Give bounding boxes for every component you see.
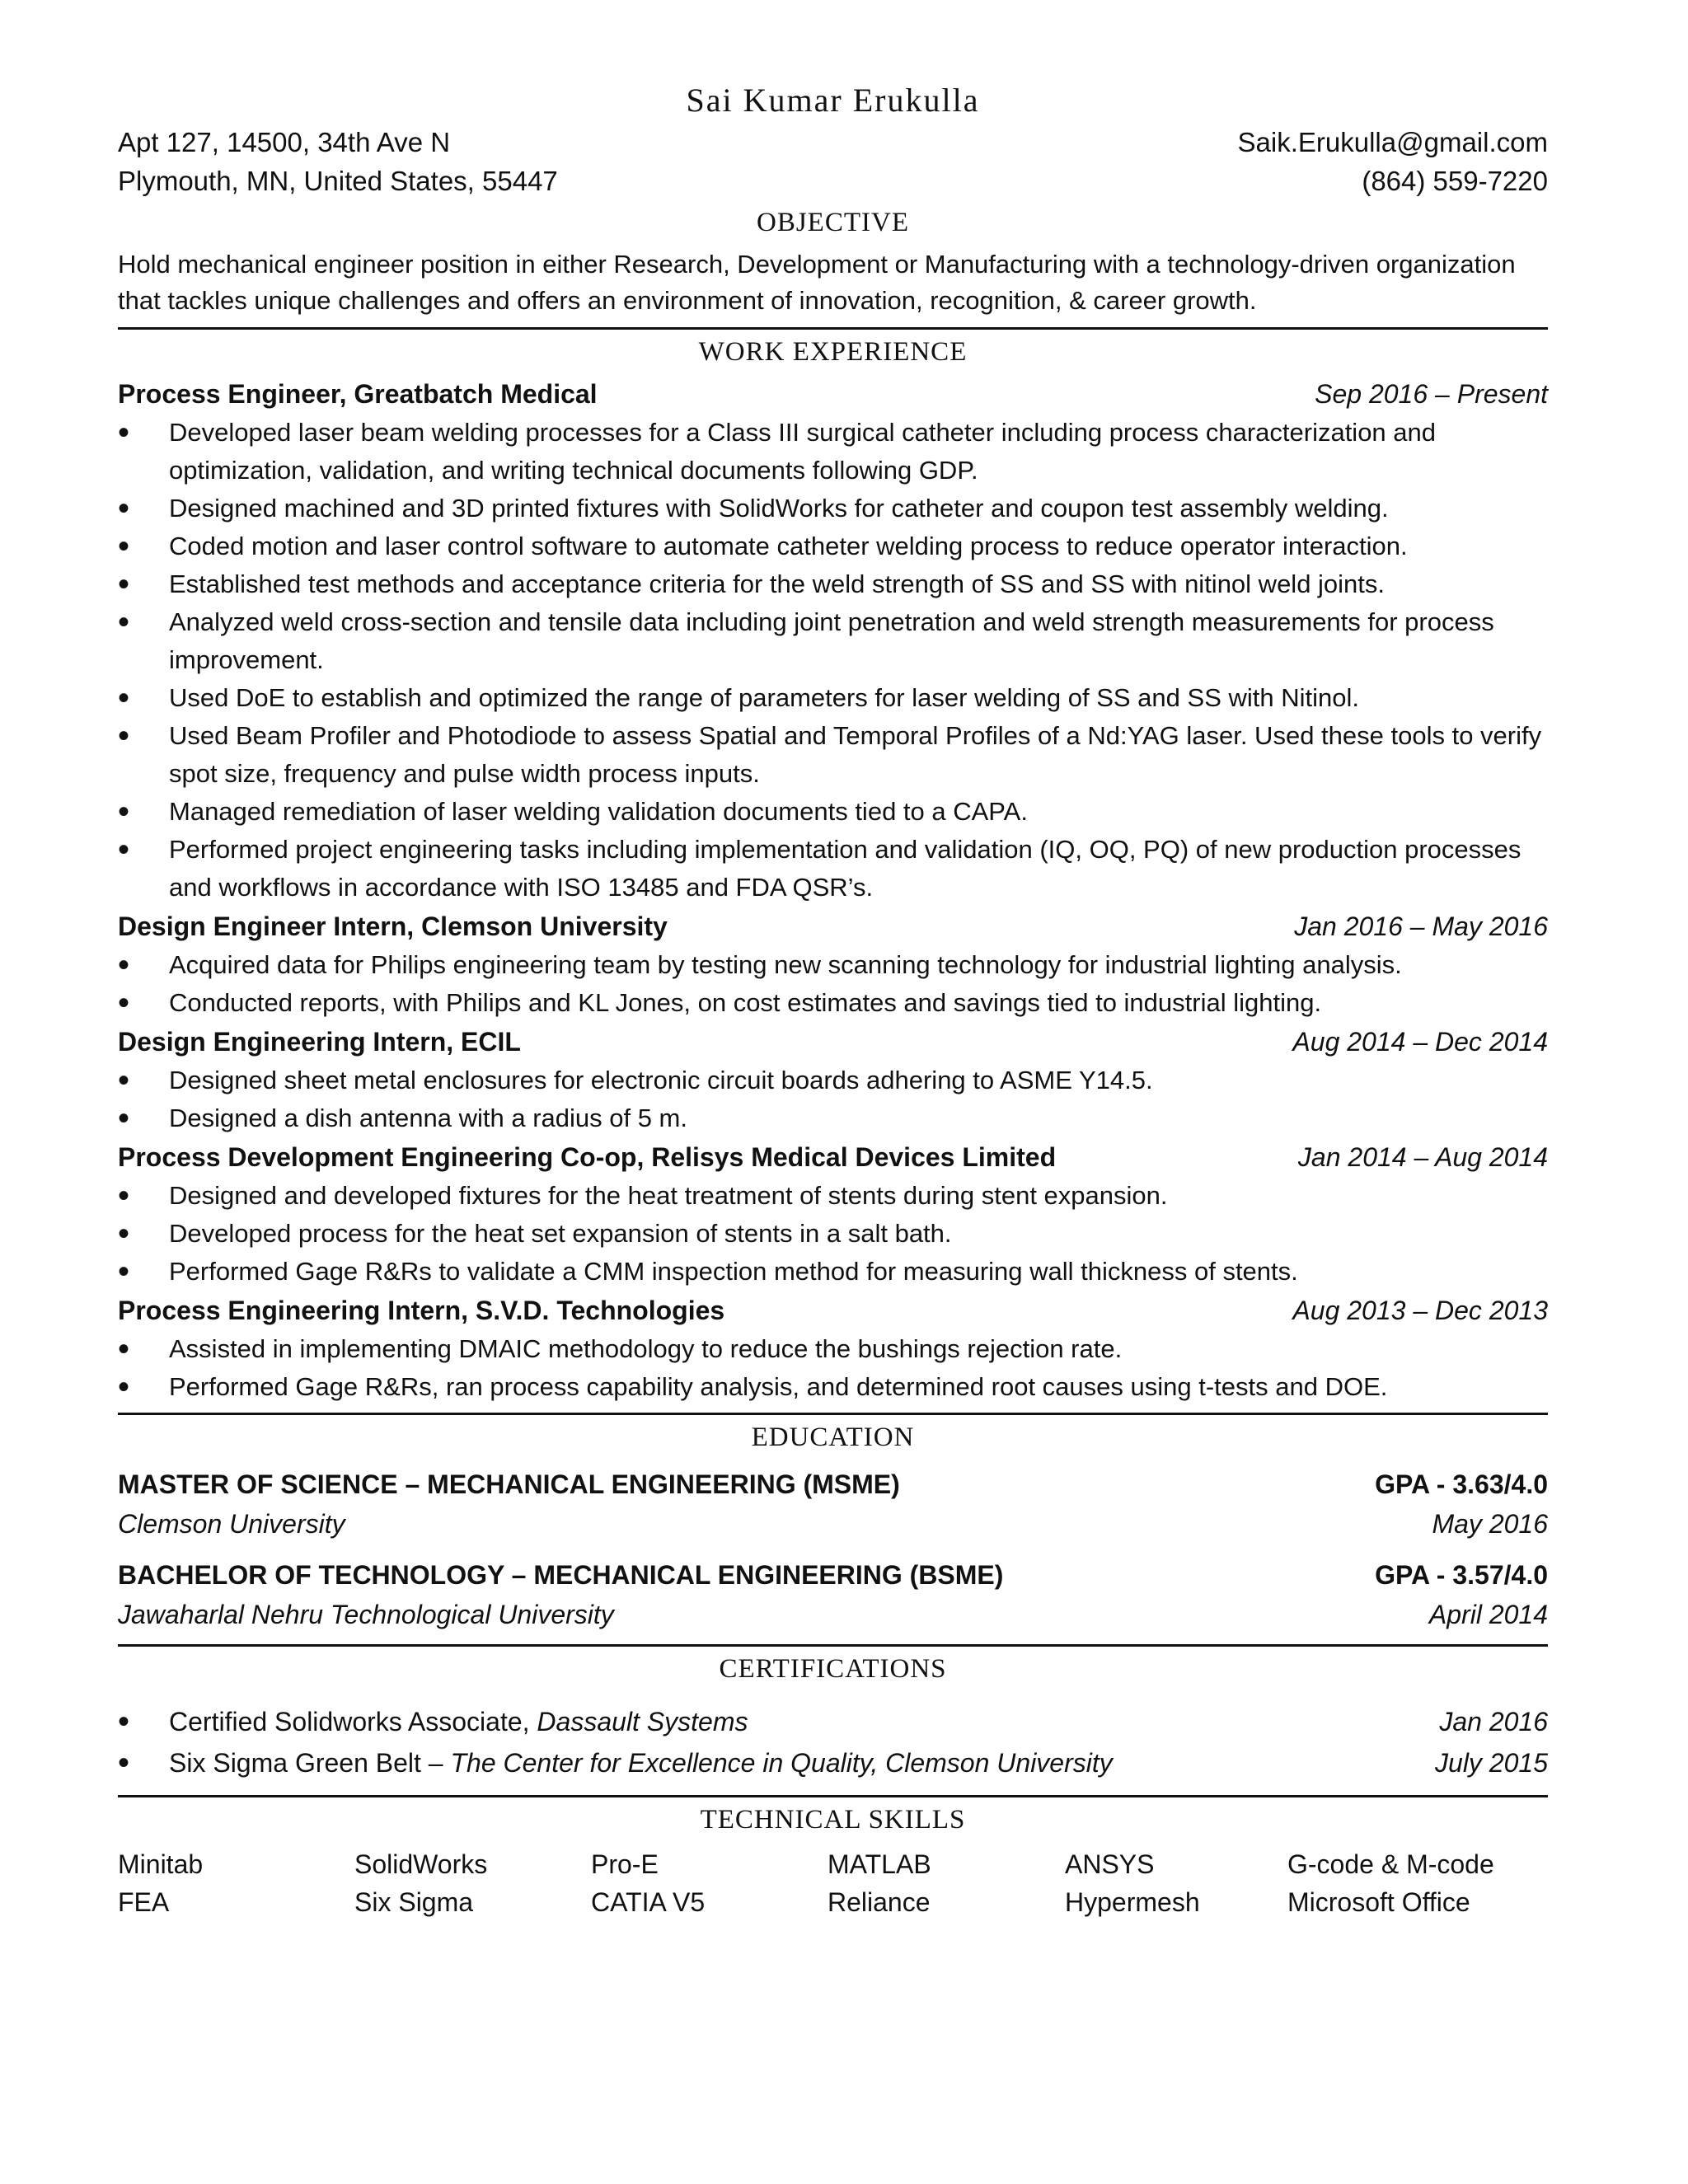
bullet-item: • Used DoE to establish and optimized the range of parameters for laser welding of SS and SS with Nitinol. bbox=[118, 679, 1548, 717]
job-bullets bbox=[118, 946, 1548, 1022]
cert-date: July 2015 bbox=[1435, 1748, 1548, 1778]
bullet-item: • Managed remediation of laser welding validation documents tied to a CAPA. bbox=[118, 793, 1548, 831]
skill-item: ANSYS bbox=[1065, 1849, 1155, 1879]
job-bullets bbox=[118, 1177, 1548, 1291]
degree-title: BACHELOR OF TECHNOLOGY – MECHANICAL ENGINEERING (BSME) bbox=[118, 1560, 1004, 1590]
bullet-item: • Developed laser beam welding processes for a Class III surgical catheter including process characterization and optimization, validation, and writing technical documents following GDP. bbox=[118, 414, 1548, 490]
cert-issuer: Dassault Systems bbox=[537, 1707, 748, 1736]
bullet-item: • Used Beam Profiler and Photodiode to assess Spatial and Temporal Profiles of a Nd:YAG laser. Used these tools to verify spot size, frequency and pulse width process inputs. bbox=[118, 717, 1548, 793]
experience-heading: WORK EXPERIENCE bbox=[698, 337, 968, 367]
certifications-heading: CERTIFICATIONS bbox=[719, 1654, 947, 1684]
job-entry bbox=[118, 1137, 1548, 1291]
bullet-item: • Developed process for the heat set expansion of stents in a salt bath. bbox=[118, 1215, 1548, 1253]
job-entry bbox=[118, 1291, 1548, 1413]
degree-date: May 2016 bbox=[1432, 1509, 1548, 1539]
skill-item: Hypermesh bbox=[1065, 1887, 1200, 1917]
bullet-item: • Performed Gage R&Rs, ran process capability analysis, and determined root causes using t-tests and DOE. bbox=[118, 1368, 1548, 1406]
skill-item: Minitab bbox=[118, 1849, 204, 1879]
bullet-item: • Performed Gage R&Rs to validate a CMM inspection method for measuring wall thickness of stents. bbox=[118, 1253, 1548, 1291]
bullet-item: • Designed sheet metal enclosures for electronic circuit boards adhering to ASME Y14.5. bbox=[118, 1062, 1548, 1099]
job-dates: Jan 2016 – May 2016 bbox=[1294, 912, 1548, 941]
bullet-item: • Analyzed weld cross-section and tensile data including joint penetration and weld strength measurements for process improvement. bbox=[118, 603, 1548, 679]
skill-item: Microsoft Office bbox=[1287, 1887, 1470, 1917]
phone: (864) 559-7220 bbox=[1362, 166, 1548, 196]
job-dates: Sep 2016 – Present bbox=[1315, 379, 1548, 409]
job-title: Design Engineering Intern, ECIL bbox=[118, 1027, 521, 1057]
skill-item: Reliance bbox=[828, 1887, 931, 1917]
job-title: Process Engineer, Greatbatch Medical bbox=[118, 379, 598, 409]
job-title: Design Engineer Intern, Clemson University bbox=[118, 912, 668, 941]
cert-issuer: The Center for Excellence in Quality, Clemson University bbox=[450, 1748, 1113, 1778]
bullet-item: • Designed a dish antenna with a radius of 5 m. bbox=[118, 1099, 1548, 1137]
degree-gpa: GPA - 3.63/4.0 bbox=[1375, 1469, 1548, 1499]
degree-entry bbox=[118, 1544, 1548, 1644]
address-line-1: Apt 127, 14500, 34th Ave N bbox=[118, 127, 451, 157]
bullet-item: • Designed and developed fixtures for the heat treatment of stents during stent expansion. bbox=[118, 1177, 1548, 1215]
bullet-icon: • bbox=[118, 1704, 130, 1740]
resume-page bbox=[118, 78, 1548, 1921]
job-bullets bbox=[118, 1062, 1548, 1137]
job-entry bbox=[118, 907, 1548, 1022]
certification-item bbox=[118, 1742, 1548, 1783]
education-heading: EDUCATION bbox=[751, 1422, 915, 1452]
degree-date: April 2014 bbox=[1428, 1600, 1548, 1629]
bullet-item: • Established test methods and acceptance criteria for the weld strength of SS and SS with nitinol weld joints. bbox=[118, 565, 1548, 603]
job-entry bbox=[118, 374, 1548, 907]
job-title: Process Development Engineering Co-op, Relisys Medical Devices Limited bbox=[118, 1142, 1057, 1172]
job-dates: Aug 2013 – Dec 2013 bbox=[1292, 1296, 1548, 1325]
skill-item: Pro-E bbox=[591, 1849, 659, 1879]
skill-item: G-code & M-code bbox=[1287, 1849, 1494, 1879]
degree-title: MASTER OF SCIENCE – MECHANICAL ENGINEERING (MSME) bbox=[118, 1469, 900, 1499]
skills-grid bbox=[118, 1842, 1548, 1921]
cert-name: Certified Solidworks Associate, bbox=[169, 1707, 537, 1736]
job-title: Process Engineering Intern, S.V.D. Technologies bbox=[118, 1296, 725, 1325]
objective-heading: OBJECTIVE bbox=[757, 208, 909, 237]
objective-text: Hold mechanical engineer position in either Research, Development or Manufacturing with a technology-driven organization that tackles unique challenges and offers an environment of innovation, recognition, & career growth. bbox=[118, 250, 1516, 315]
certifications-list bbox=[118, 1691, 1548, 1795]
candidate-name: Sai Kumar Erukulla bbox=[686, 82, 980, 119]
degree-school: Jawaharlal Nehru Technological University bbox=[118, 1600, 614, 1629]
skills-heading: TECHNICAL SKILLS bbox=[700, 1805, 966, 1835]
address-line-2: Plymouth, MN, United States, 55447 bbox=[118, 166, 558, 196]
bullet-icon: • bbox=[118, 1745, 130, 1781]
bullet-item: • Performed project engineering tasks including implementation and validation (IQ, OQ, PQ) of new production processes and workflows in accordance with ISO 13485 and FDA QSR’s. bbox=[118, 831, 1548, 907]
bullet-item: • Assisted in implementing DMAIC methodology to reduce the bushings rejection rate. bbox=[118, 1330, 1548, 1368]
certification-item bbox=[118, 1701, 1548, 1742]
skill-item: Six Sigma bbox=[354, 1887, 474, 1917]
bullet-item: • Conducted reports, with Philips and KL Jones, on cost estimates and savings tied to industrial lighting. bbox=[118, 984, 1548, 1022]
cert-name: Six Sigma Green Belt – bbox=[169, 1748, 451, 1778]
degree-gpa: GPA - 3.57/4.0 bbox=[1375, 1560, 1548, 1590]
skill-item: FEA bbox=[118, 1887, 170, 1917]
job-bullets bbox=[118, 414, 1548, 907]
bullet-item: • Designed machined and 3D printed fixtures with SolidWorks for catheter and coupon test assembly welding. bbox=[118, 490, 1548, 527]
skill-item: MATLAB bbox=[828, 1849, 931, 1879]
skill-item: SolidWorks bbox=[354, 1849, 488, 1879]
cert-date: Jan 2016 bbox=[1439, 1707, 1548, 1736]
email: Saik.Erukulla@gmail.com bbox=[1237, 127, 1548, 157]
contact-row-1 bbox=[118, 123, 1548, 162]
job-dates: Jan 2014 – Aug 2014 bbox=[1297, 1142, 1548, 1172]
bullet-item: • Acquired data for Philips engineering team by testing new scanning technology for industrial lighting analysis. bbox=[118, 946, 1548, 984]
degree-entry bbox=[118, 1460, 1548, 1544]
degree-school: Clemson University bbox=[118, 1509, 345, 1539]
bullet-item: • Coded motion and laser control software to automate catheter welding process to reduce operator interaction. bbox=[118, 527, 1548, 565]
job-dates: Aug 2014 – Dec 2014 bbox=[1292, 1027, 1548, 1057]
skill-item: CATIA V5 bbox=[591, 1887, 706, 1917]
contact-row-2 bbox=[118, 162, 1548, 200]
job-entry bbox=[118, 1022, 1548, 1137]
job-bullets bbox=[118, 1330, 1548, 1413]
